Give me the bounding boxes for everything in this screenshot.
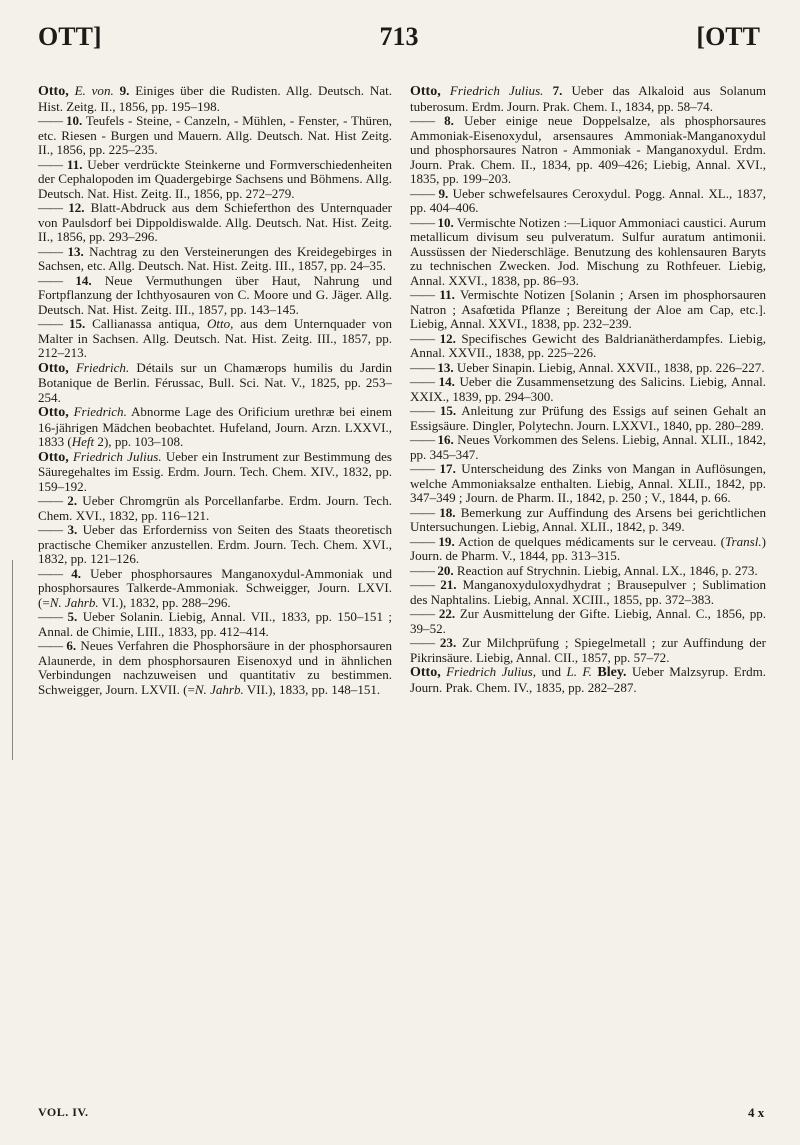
bibliography-entry: —— 15. Callianassa antiqua, Otto, aus dem Unternquader von Malter in Sachsen. Allg. Deutsch. Nat. Hist. Zeitg. III., 1857, pp. 212–213. [38,316,392,360]
bibliography-entry: —— 10. Teufels - Steine, - Canzeln, - Mühlen, - Fenster, - Thüren, etc. Riesen - Burgen und Mauern. Allg. Deutsch. Nat. Hist Zeitg. II., 1856, pp. 225–235. [38,113,392,157]
bibliography-entry: —— 23. Zur Milchprüfung ; Spiegelmetall ; zur Auffindung der Pikrinsäure. Liebig, Annal. CII., 1857, pp. 57–72. [410,635,767,665]
volume-signature: VOL. IV. [38,1105,89,1119]
bibliography-entry: —— 18. Bemerkung zur Auffindung des Arsens bei gerichtlichen Untersuchungen. Liebig, Annal. XLII., 1842, p. 349. [410,504,766,534]
bibliography-entry: —— 11. Vermischte Notizen [Solanin ; Arsen im phosphorsauren Natron ; Asafœtida Pflanze ; Bereitung der Aloe am Cap, etc.]. Liebig, Annal. XXVI., 1838, pp. 232–239. [410,287,767,331]
bibliography-entry: —— 5. Ueber Solanin. Liebig, Annal. VII., 1833, pp. 150–151 ; Annal. de Chimie, LIII., 1833, pp. 412–414. [38,609,393,639]
bibliography-entry: —— 13. Nachtrag zu den Versteinerungen des Kreidegebirges in Sachsen, etc. Allg. Deutsch. Nat. Hist. Zeitg. III., 1857, pp. 24–35. [38,243,392,273]
bibliography-entry: —— 12. Specifisches Gewicht des Baldrianätherdampfes. Liebig, Annal. XXVII., 1838, pp. 225–226. [410,330,766,360]
bibliography-entry: —— 17. Unterscheidung des Zinks von Mangan in Auflösungen, welche Ammoniaksalze enthalten. Liebig, Annal. XLII., 1842, pp. 347–349 ; Journ. de Pharm. II., 1842, p. 250 ; V., 1844, p. 66. [410,461,766,505]
bibliography-entry: Otto, Friedrich Julius. 7. Ueber das Alkaloid aus Solanum tuberosum. Erdm. Journ. Prak. Chem. I., 1834, pp. 58–74. [410,83,766,114]
bibliography-entry: Otto, Friedrich Julius. Ueber ein Instrument zur Bestimmung des Säuregehaltes im Essig. Erdm. Journ. Tech. Chem. XIV., 1832, pp. 159–192. [38,448,392,494]
left-column [38,84,392,697]
bibliography-entry: —— 16. Neues Vorkommen des Selens. Liebig, Annal. XLII., 1842, pp. 345–347. [410,432,767,462]
bibliography-entry: —— 14. Neue Vermuthungen über Haut, Nahrung und Fortpflanzung der Ichthyosauren von C. Moore und G. Jäger. Allg. Deutsch. Nat. Hist. Zeitg. III., 1857, pp. 143–145. [38,272,392,317]
bibliography-entry: —— 10. Vermischte Notizen :—Liquor Ammoniaci caustici. Aurum metallicum divisum seu pulveratum. Sulfur auratum antimonii. Aussüssen der Niederschläge. Benutzung des kohlensauren Baryts zu technischen Zwecken. Jod. Mischung zu Rothfeuer. Liebig, Annal. XXVI., 1838, pp. 86–93. [410,214,766,288]
bibliography-entry: Otto, E. von. 9. Einiges über die Rudisten. Allg. Deutsch. Nat. Hist. Zeitg. II., 1856, pp. 195–198. [38,83,393,114]
bibliography-entry: —— 22. Zur Ausmittelung der Gifte. Liebig, Annal. C., 1856, pp. 39–52. [410,606,767,636]
header-right-running-head: [OTT [696,22,760,51]
bibliography-entry: Otto, Friedrich Julius, und L. F. Bley. Ueber Malzsyrup. Erdm. Journ. Prak. Chem. IV., 1835, pp. 282–287. [410,664,767,695]
bibliography-entry: —— 19. Action de quelques médicaments sur le cerveau. (Transl.) Journ. de Pharm. V., 1844, pp. 313–315. [410,533,766,563]
bibliography-entry: —— 13. Ueber Sinapin. Liebig, Annal. XXVII., 1838, pp. 226–227. [410,359,765,375]
header-left-running-head: OTT] [38,22,102,51]
bibliography-entry: —— 6. Neues Verfahren die Phosphorsäure in der phosphorsauren Alaunerde, in dem phosphorsauren Eisenoxyd und in ähnlichen Verbindungen nachzuweisen und quantitativ zu bestimmen. Schweigger, Journ. LXVII. (=N. Jahrb. VII.), 1833, pp. 148–151. [38,638,392,697]
bibliography-entry: —— 2. Ueber Chromgrün als Porcellanfarbe. Erdm. Journ. Tech. Chem. XVI., 1832, pp. 116–121. [38,493,393,523]
right-column [410,84,766,695]
bibliography-entry: Otto, Friedrich. Détails sur un Chamærops humilis du Jardin Botanique de Berlin. Férussac, Bull. Sci. Nat. V., 1825, pp. 253–254. [38,359,393,405]
bibliography-entry: —— 20. Reaction auf Strychnin. Liebig, Annal. LX., 1846, p. 273. [410,562,758,578]
bibliography-entry: —— 14. Ueber die Zusammensetzung des Salicins. Liebig, Annal. XXIX., 1839, pp. 294–300. [410,374,766,404]
bibliography-entry: —— 9. Ueber schwefelsaures Ceroxydul. Pogg. Annal. XL., 1837, pp. 404–406. [410,185,766,215]
bibliography-entry: —— 15. Anleitung zur Prüfung des Essigs auf seinen Gehalt an Essigsäure. Dingler, Polytechn. Journ. LXXVI., 1840, pp. 280–289. [410,403,766,433]
bibliography-entry: —— 8. Ueber einige neue Doppelsalze, als phosphorsaures Ammoniak-Eisenoxydul, arsensaures Ammoniak-Manganoxydul und phosphorsaures Natron - Ammoniak - Manganoxydul. Erdm. Journ. Prak. Chem. II., 1834, pp. 409–426; Liebig, Annal. XVI., 1835, pp. 199–203. [410,113,766,186]
page-header [38,22,760,62]
page-number: 713 [379,22,419,51]
bibliography-entry: —— 3. Ueber das Erforderniss von Seiten des Staats theoretisch practische Chemiker anzustellen. Erdm. Journ. Tech. Chem. XVI., 1832, pp. 121–126. [38,522,392,566]
bibliography-entry: —— 11. Ueber verdrückte Steinkerne und Formverschiedenheiten der Cephalopoden im Quadergebirge Sachsens und Böhmens. Allg. Deutsch. Nat. Hist. Zeitg. II., 1856, pp. 272–279. [38,156,393,201]
bibliography-entry: —— 4. Ueber phosphorsaures Manganoxydul-Ammoniak und phosphorsaures Talkerde-Ammoniak. Schweigger, Journ. LXVI. (=N. Jahrb. VI.), 1832, pp. 288–296. [38,565,392,610]
bibliography-entry: —— 21. Manganoxyduloxydhydrat ; Brausepulver ; Sublimation des Naphtalins. Liebig, Annal. XCIII., 1855, pp. 372–383. [410,577,767,607]
binding-edge-line [12,560,13,760]
bibliography-entry: Otto, Friedrich. Abnorme Lage des Orificium urethræ bei einem 16-jährigen Mädchen beobachtet. Hufeland, Journ. Arzn. LXXVI., 1833 (Heft 2), pp. 103–108. [38,404,392,449]
bibliography-entry: —— 12. Blatt-Abdruck aus dem Schieferthon des Unternquader von Paulsdorf bei Dippoldiswalde. Allg. Deutsch. Nat. Hist. Zeitg. II., 1856, pp. 293–296. [38,200,392,244]
sheet-signature: 4 x [748,1105,765,1120]
